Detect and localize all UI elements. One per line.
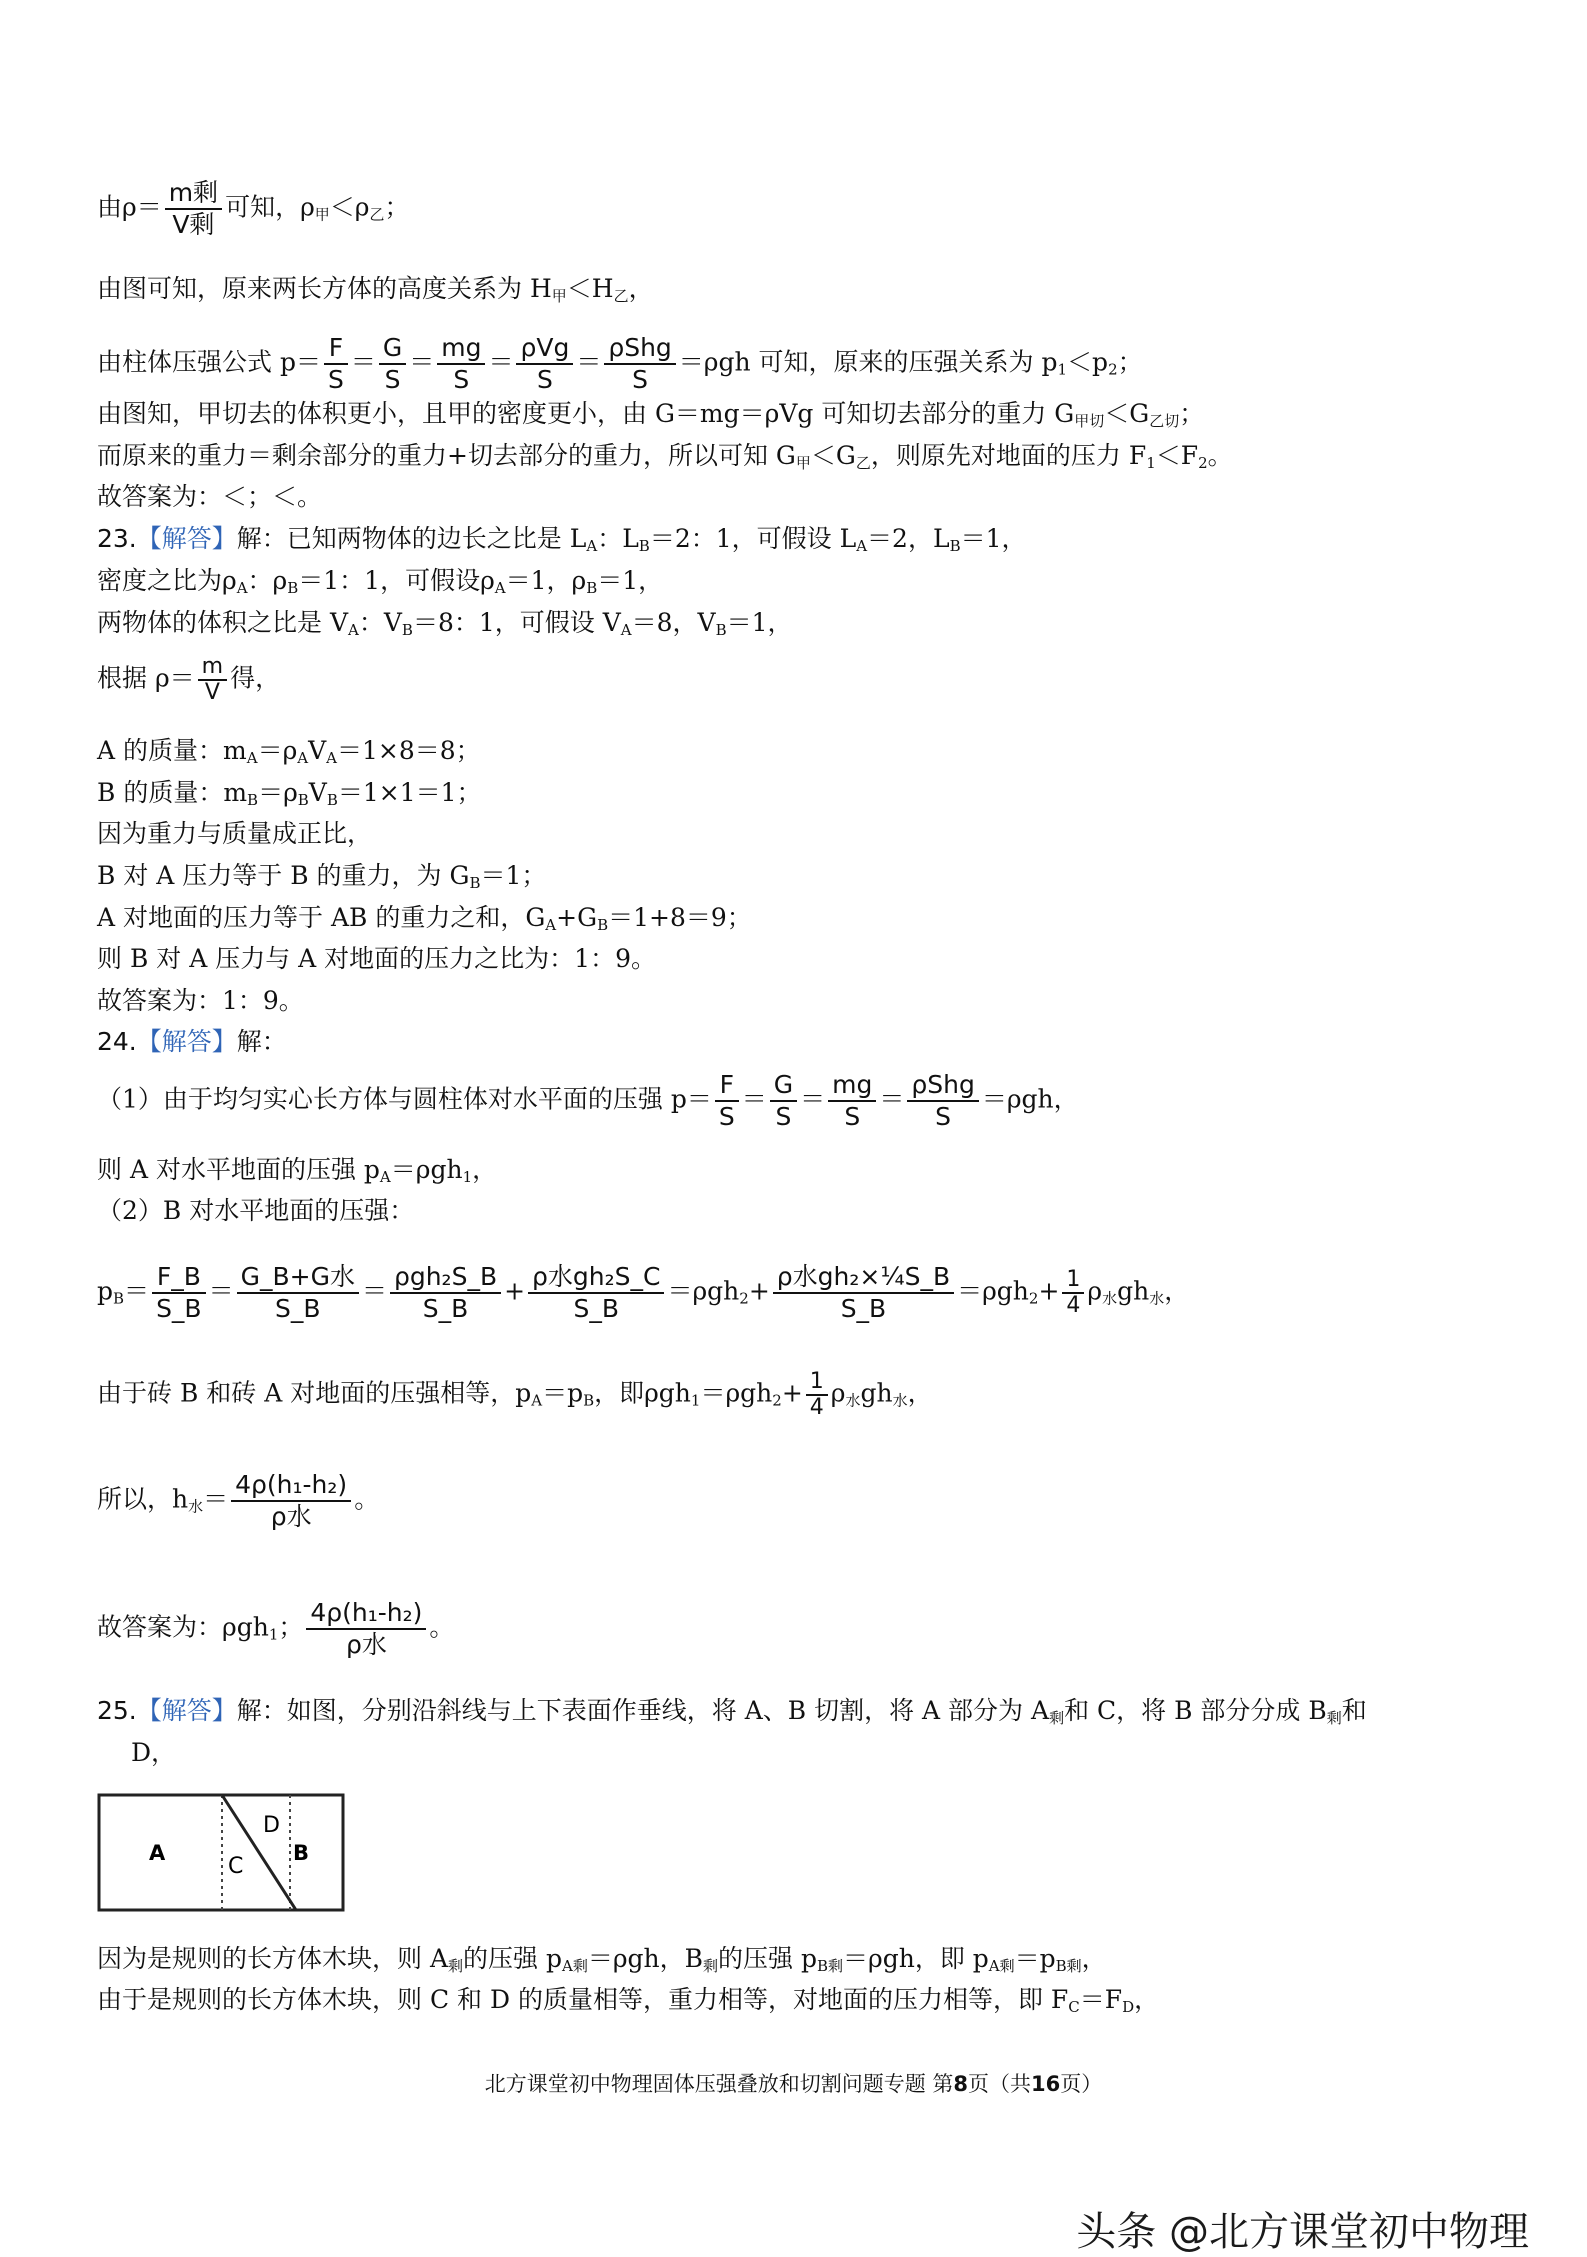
answer-tag: 【解答】 [136, 1696, 237, 1725]
watermark: 头条 @北方课堂初中物理 [1076, 2209, 1529, 2255]
text-line: 根据 ρ＝ $\frac{m}{V}$ 得， [97, 654, 281, 705]
question-23-header: 23.【解答】解：已知两物体的边长之比是 $L_A$：$L_B=2$：1，可假设 $L_A=2$，$L_B=1$， [97, 524, 1027, 555]
fraction: $\frac{\text{m剩}}{\text{V剩}}$ [165, 178, 222, 240]
text-line: B 对 A 压力等于 B 的重力，为 $G_B=1$； [97, 861, 547, 892]
text-line: 由于是规则的长方体木块，则 C 和 D 的质量相等，重力相等，对地面的压力相等，即 $F_C=F_D$， [97, 1985, 1160, 2016]
text-line: 则 B 对 A 压力与 A 对地面的压力之比为：1：9。 [97, 944, 656, 973]
label-A: A [149, 1841, 166, 1865]
text-line: 因为是规则的长方体木块，则 $A_剩$的压强 $p_{A剩}=\rho gh$，$B_剩$的压强 $p_{B剩}=\rho gh$，即 $p_{A剩}=p_{B剩}$， [97, 1944, 1107, 1975]
text-line: 则 A 对水平地面的压强 $p_A=\rho gh_1$， [97, 1155, 498, 1186]
text-line: 因为重力与质量成正比， [97, 819, 373, 848]
text-line: 而原来的重力＝剩余部分的重力+切去部分的重力，所以可知 $G_甲<G_乙$，则原先对地面的压力 $F_1<F_2$。 [97, 441, 1233, 472]
text-line: 由图知，甲切去的体积更小，且甲的密度更小，由 G＝mg＝ρVg 可知切去部分的重力 $G_{甲切}<G_{乙切}$； [97, 399, 1205, 430]
text-line: （2）B 对水平地面的压强： [97, 1196, 415, 1225]
equation-line: $p_B=$ $\frac{F\_B}{S\_B}$ ＝ $\frac{\text{G\_B+G水}}{S\_B}$ ＝ $\frac{\text{ρgh₂S\_B}}{S\_B}$ + $\frac{\text{ρ水gh₂S\_C}}{S\_B}$ ＝ρgh$_2$+ $\frac{\text{ρ水gh₂×¼S\_B}}{S\_B}$ ＝ρgh$_2$+ $\frac{1}{4}$ $\rho_水gh_水$， [97, 1262, 1190, 1323]
text-line: 故答案为：1：9。 [97, 986, 304, 1015]
page-footer: 北方课堂初中物理固体压强叠放和切割问题专题 第8页（共16页） [484, 2072, 1103, 2096]
text-line: 由于砖 B 和砖 A 对地面的压强相等，$p_A=p_B$，即ρgh$_1$＝ρgh$_2$+ $\frac{1}{4}$ $\rho_水gh_水$， [97, 1369, 933, 1420]
text-line: 由柱体压强公式 p＝ $\frac{F}{S}$ ＝ $\frac{G}{S}$ ＝ $\frac{mg}{S}$ ＝ $\frac{\text{ρVg}}{S}$ ＝ $\frac{\text{ρShg}}{S}$ ＝ρgh 可知，原来的压强关系为 $p_1<p_2$； [97, 333, 1143, 394]
answer-tag: 【解答】 [136, 524, 237, 553]
question-24-header: 24.【解答】解： [97, 1027, 287, 1056]
text-line: 密度之比为$\rho_A$：$\rho_B=1$：1，可假设$\rho_A=1$，$\rho_B=1$， [97, 566, 664, 597]
text-line: 所以，$h_水=$ $\frac{\text{4ρ(h₁-h₂)}}{\text{ρ水}}$ 。 [97, 1470, 380, 1531]
label-B: B [293, 1841, 310, 1865]
text-line: 故答案为：ρgh$_1$； $\frac{\text{4ρ(h₁-h₂)}}{\text{ρ水}}$ 。 [97, 1598, 455, 1659]
text-line: D， [131, 1738, 177, 1767]
block-diagram [97, 1780, 347, 1920]
label-C: C [228, 1854, 244, 1879]
question-25-header: 25.【解答】解：如图，分别沿斜线与上下表面作垂线，将 A、B 切割，将 A 部分为 $A_剩$和 C，将 B 部分分成 $B_剩$和 [97, 1696, 1367, 1727]
text-line: 两物体的体积之比是 $V_A$：$V_B=8$：1，可假设 $V_A=8$，$V_B=1$， [97, 608, 793, 639]
text-line: A 对地面的压力等于 AB 的重力之和，$G_A+G_B=1+8=9$； [97, 903, 752, 934]
text-line: （1）由于均匀实心长方体与圆柱体对水平面的压强 p＝ $\frac{F}{S}$ ＝ $\frac{G}{S}$ ＝ $\frac{mg}{S}$ ＝ $\frac{\text{ρShg}}{S}$ ＝ρgh， [97, 1070, 1079, 1131]
text-line: 由图可知，原来两长方体的高度关系为 $H_甲<H_乙$， [97, 274, 654, 305]
diagonal-cut [222, 1795, 296, 1910]
text-line: B 的质量：$m_B=\rho_BV_B=1\times 1=1$； [97, 778, 482, 809]
text-line: 由ρ＝ $\frac{\text{m剩}}{\text{V剩}}$ 可知，$\rho_甲<\rho_乙$； [97, 178, 410, 239]
text-line: 故答案为：＜；＜。 [97, 482, 323, 511]
answer-tag: 【解答】 [136, 1027, 237, 1056]
label-D: D [263, 1813, 280, 1838]
text-line: A 的质量：$m_A=\rho_AV_A=1\times 8=8$； [97, 736, 481, 767]
